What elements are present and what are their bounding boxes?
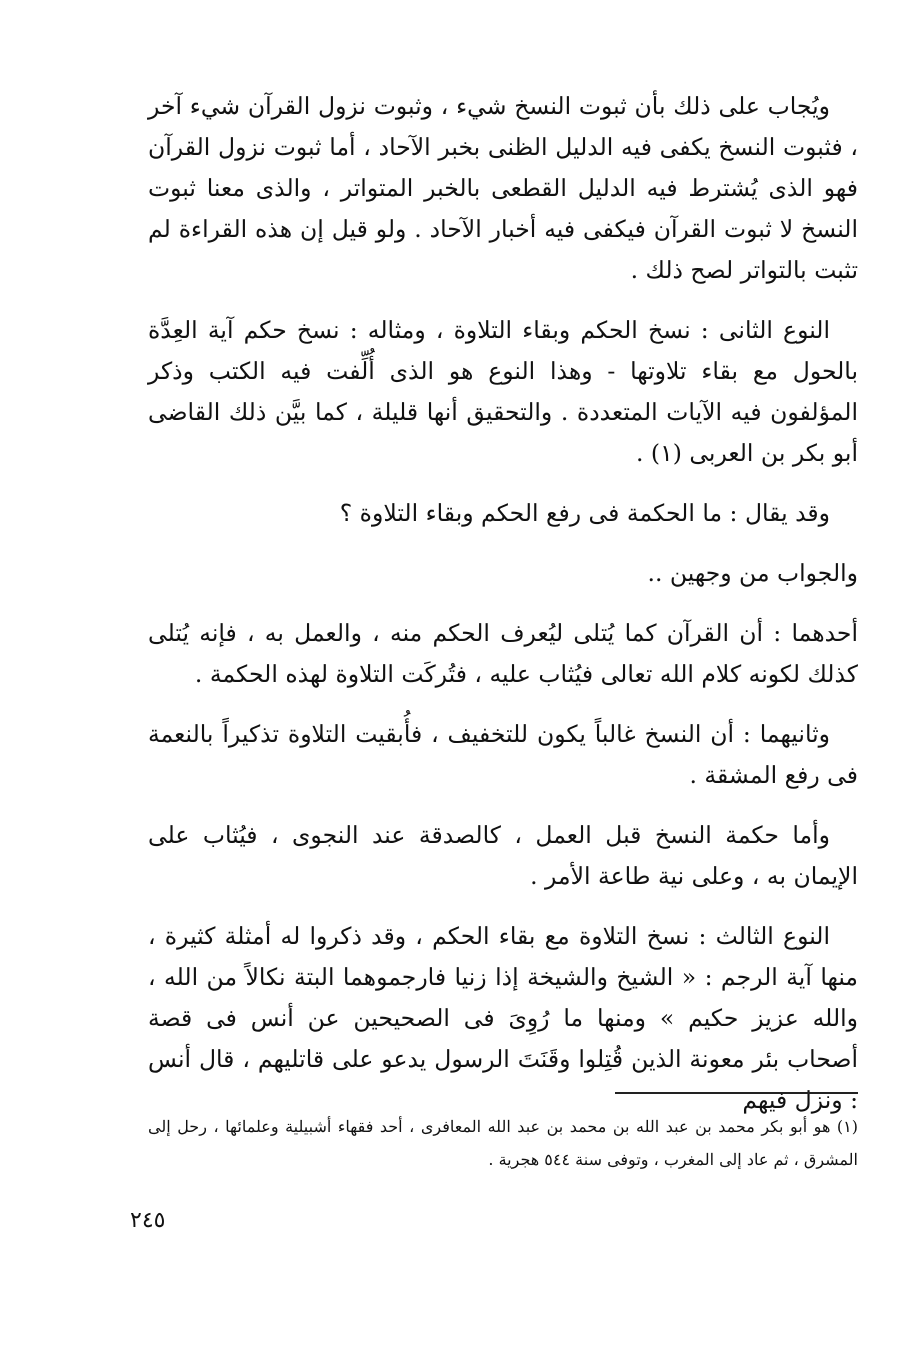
footnote-1: (١) هو أبو بكر محمد بن عبد الله بن محمد بن عبد الله المعافرى ، أحد فقهاء أشبيلية وعلمائها ، رحل إلى المشرق ، ثم عاد إلى المغرب ، وتوفى سنة ٥٤٤ هجرية . xyxy=(148,1117,858,1169)
paragraph-8: النوع الثالث : نسخ التلاوة مع بقاء الحكم ، وقد ذكروا له أمثلة كثيرة ، منها آية الرجم : « الشيخ والشيخة إذا زنيا فارجموهما البتة نكالاً من الله ، والله عزيز حكيم » ومنها ما رُوِىَ فى الصحيحين عن أنس فى قصة أصحاب بئر معونة الذين قُتِلوا وقَنَتَ الرسول يدعو على قاتليهم ، قال أنس : ونزل فيهم xyxy=(148,922,858,1114)
paragraph-5: أحدهما : أن القرآن كما يُتلى ليُعرف الحكم منه ، والعمل به ، فإنه يُتلى كذلك لكونه كلام الله تعالى فيُثاب عليه ، فتُركَت التلاوة لهذه الحكمة . xyxy=(148,619,858,688)
paragraph-4: والجواب من وجهين .. xyxy=(647,559,858,587)
page-number: ٢٤٥ xyxy=(130,1208,166,1233)
footnote-divider xyxy=(615,1092,858,1094)
footnotes xyxy=(148,1110,858,1176)
paragraph-7: وأما حكمة النسخ قبل العمل ، كالصدقة عند النجوى ، فيُثاب على الإيمان به ، وعلى نية طاعة الأمر . xyxy=(148,821,858,890)
paragraph-3: وقد يقال : ما الحكمة فى رفع الحكم وبقاء التلاوة ؟ xyxy=(339,499,830,527)
paragraph-6: وثانيهما : أن النسخ غالباً يكون للتخفيف ، فأُبقيت التلاوة تذكيراً بالنعمة فى رفع المشقة . xyxy=(148,720,858,789)
paragraph-1: ويُجاب على ذلك بأن ثبوت النسخ شيء ، وثبوت نزول القرآن شيء آخر ، فثبوت النسخ يكفى فيه الدليل الظنى بخبر الآحاد ، أما ثبوت نزول القرآن فهو الذى يُشترط فيه الدليل القطعى بالخبر المتواتر ، والذى معنا ثبوت النسخ لا ثبوت القرآن فيكفى فيه أخبار الآحاد . ولو قيل إن هذه القراءة لم تثبت بالتواتر لصح ذلك . xyxy=(148,92,858,284)
paragraph-2: النوع الثانى : نسخ الحكم وبقاء التلاوة ، ومثاله : نسخ حكم آية العِدَّة بالحول مع بقاء تلاوتها - وهذا النوع هو الذى أُلِّفت فيه الكتب وذكر المؤلفون فيه الآيات المتعددة . والتحقيق أنها قليلة ، كما بيَّن ذلك القاضى أبو بكر بن العربى (١) . xyxy=(148,316,858,467)
main-text xyxy=(148,86,858,1140)
